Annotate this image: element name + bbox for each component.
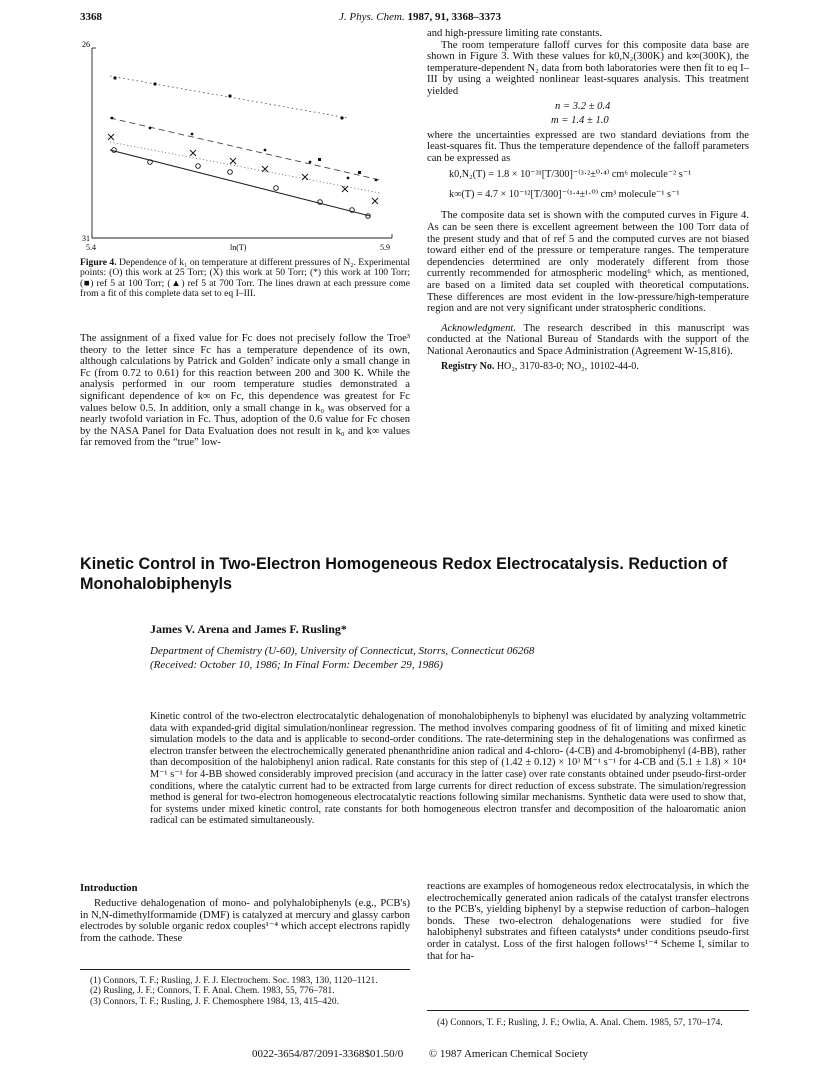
page-number: 3368 [80, 11, 102, 23]
introduction-heading: Introduction [80, 883, 138, 894]
right-para-1: and high-pressure limiting rate constants. [427, 28, 603, 39]
figure-4 [80, 38, 410, 253]
fit-line-50-torr [110, 142, 380, 193]
data-points [111, 76, 378, 181]
registry-numbers [427, 361, 749, 373]
article-code: 0022-3654/87/2091-3368$01.50/0 [251, 1048, 404, 1060]
right-para-2: The room temperature falloff curves for this composite data base are shown in Figure 3. With these values for k0,N₂(300K) and k∞(300K), the temperature-dependent N₂ data from both laboratories were then fit to eq I–III by using a weighted nonlinear least-squares analysis. This treatment yielded [427, 39, 749, 97]
x-left-label: 5.4 [86, 243, 96, 252]
abstract: Kinetic control of the two-electron electrocatalytic dehalogenation of monohalobiphenyls to biphenyl was elucidated by analyzing voltammetric data with expanded-grid digital simulation/nonlinear regression. The method involves comparing goodness of fit of limiting and mixed kinetic simulation models to the data and is applicable to second-order conditions. The rate-determining step in the dehalogenations was confirmed as electron transfer between the electrochemically generated phenanthridine anion radical and 4-chloro- (4-CB) and 4-bromobiphenyl (4-BB), rather than decomposition of the halobiphenyl anion radical. Rate constants for this step of (1.42 ± 0.12) × 10³ M⁻¹ s⁻¹ for 4-CB and (5.1 ± 1.8) × 10⁴ M⁻¹ s⁻¹ for 4-BB showed considerably improved precision (and accuracy in the latter case) over rate constants obtained under pseudo-first-order conditions, where the catalytic current had to be extracted from large currents for direct reduction of excess substrate. The simulation/regression method is general for two-electron homogeneous electrocatalytic reactions following similar mechanisms. Synthetic data were used to show that, for systems under mixed kinetic control, rate constants for both homogeneous electron transfer and decomposition of the haloaromatic anion radical can be estimated simultaneously. [150, 711, 746, 827]
left-column-paragraph: The assignment of a fixed value for Fc does not precisely follow the Troe³ theory to the letter since Fc has a temperature dependence of its own, although calculations by Patrick and Golden⁷ indicate only a small change in Fc (from 0.72 to 0.61) for this reaction between 200 and 300 K. While the analysis performed in our room temperature studies demonstrated a significant dependence of k∞ on Fc, this dependence was greatest for Fc values below 0.5. In addition, only a small change in k₀ was observed for a nearly twofold variation in Fc. Thus, adoption of the 0.6 value for Fc chosen by the NASA Panel for Data Evaluation does not result in k₀ and k∞ values far removed from the “true” low- [80, 333, 410, 449]
caption-text: Dependence of k₁ on temperature at different pressures of N₂. Experimental points: (O) this work at 25 Torr; (X) this work at 50 Torr; (*) this work at 100 Torr; (■) ref 5 at 100 Torr; (▲) ref 5 at 700 Torr. The lines drawn at each pressure come from a fit of this complete data set to eq I–III. [80, 257, 410, 300]
journal-year-volume: 1987, 91, 3368–3373 [407, 11, 501, 23]
acknowledgment [427, 323, 749, 358]
footnote-3: (3) Connors, T. F.; Rusling, J. F. Chemosphere 1984, 13, 415–420. [90, 996, 339, 1007]
equation-m: m = 1.4 ± 1.0 [551, 114, 609, 126]
acknowledgment-label: Acknowledgment. [441, 322, 517, 334]
x-axis-title: ln(T) [230, 243, 247, 252]
x-markers [108, 134, 378, 204]
acknowledgment-text: The research described in this manuscript was conducted at the National Bureau of Standards with the support of the National Aeronautics and Space Administration (Agreement W-15,816). [427, 322, 749, 357]
figure-4-plot [80, 38, 410, 253]
caption-label: Figure 4. [80, 257, 117, 268]
figure-4-caption [80, 258, 410, 300]
footnote-2: (2) Rusling, J. F.; Connors, T. F. Anal. Chem. 1983, 55, 776–781. [90, 986, 335, 997]
article-title-line-1: Kinetic Control in Two-Electron Homogeneous Redox Electrocatalysis. Reduction of [80, 555, 728, 573]
page-footer [210, 1048, 630, 1060]
footnote-1: (1) Connors, T. F.; Rusling, J. F. J. Electrochem. Soc. 1983, 130, 1120–1121. [90, 976, 378, 986]
registry-text: HO₂, 3170-83-0; NO₂, 10102-44-0. [494, 361, 639, 373]
right-column [427, 28, 749, 373]
x-right-label: 5.9 [380, 243, 390, 252]
footnote-4: (4) Connors, T. F.; Rusling, J. F.; Owlia, A. Anal. Chem. 1985, 57, 170–174. [437, 1018, 723, 1028]
footnote-rule-left [80, 969, 410, 970]
right-para-3: where the uncertainties expressed are two standard deviations from the least-squares fit. Thus the temperature dependence of the falloff parameters can be expressed as [427, 129, 749, 164]
equation-k0: k0,N₂(T) = 1.8 × 10⁻³¹[T/300]⁻⁽³·²±⁰·⁴⁾ cm⁶ molecule⁻² s⁻¹ [449, 169, 692, 181]
footnote-rule-right [427, 1010, 749, 1011]
footnotes-right [427, 1018, 749, 1028]
y-bottom-label: 31 [82, 234, 90, 243]
journal-name: J. Phys. Chem. [339, 11, 405, 23]
received-dates: (Received: October 10, 1986; In Final Form: December 29, 1986) [150, 659, 443, 671]
running-header [300, 11, 540, 23]
article-title [80, 554, 760, 594]
y-top-label: 26 [82, 40, 90, 49]
authors: James V. Arena and James F. Rusling* [150, 622, 347, 636]
affiliation: Department of Chemistry (U-60), University of Connecticut, Storrs, Connecticut 06268 [150, 645, 535, 657]
introduction-right: reactions are examples of homogeneous redox electrocatalysis, in which the electrochemically generated anion radicals of the catalyst transfer electrons to the PCB's, yielding biphenyl by a stepwise reduction of carbon–halogen bonds. These two-electron dehalogenations were studied for five halobiphenyl substrates and fifteen catalysts⁴ under conditions pseudo-first order in catalyst. Loss of the first halogen follows¹⁻⁴ Scheme I, similar to that for ha- [427, 881, 749, 962]
right-para-4: The composite data set is shown with the computed curves in Figure 4. As can be seen there is excellent agreement between the 100 Torr data of the present study and that of ref 5 and the computed curves are not biased toward either end of the pressure or temperature ranges. The temperature dependencies determined are only moderately different from those currently recommended for atmospheric modeling⁶ which, as mentioned, are based on a limited data set coupled with theoretical computations. These differences are most evident in the low-pressure/high-temperature region and are not very significant under stratospheric conditions. [427, 210, 749, 315]
footnotes-left [80, 976, 410, 1007]
article-title-line-2: Monohalobiphenyls [80, 575, 232, 593]
equation-n: n = 3.2 ± 0.4 [555, 100, 611, 112]
copyright: © 1987 American Chemical Society [428, 1048, 588, 1060]
registry-label: Registry No. [441, 361, 495, 373]
introduction-left: Reductive dehalogenation of mono- and polyhalobiphenyls (e.g., PCB's) in N,N-dimethylformamide (DMF) is catalyzed at mercury and glassy carbon electrodes by soluble organic redox couples¹⁻⁴ which accept electrons rapidly from the cathode. These [80, 898, 410, 944]
equation-kinf: k∞(T) = 4.7 × 10⁻¹²[T/300]⁻⁽¹·⁴±¹·⁰⁾ cm³ molecule⁻¹ s⁻¹ [449, 189, 680, 201]
